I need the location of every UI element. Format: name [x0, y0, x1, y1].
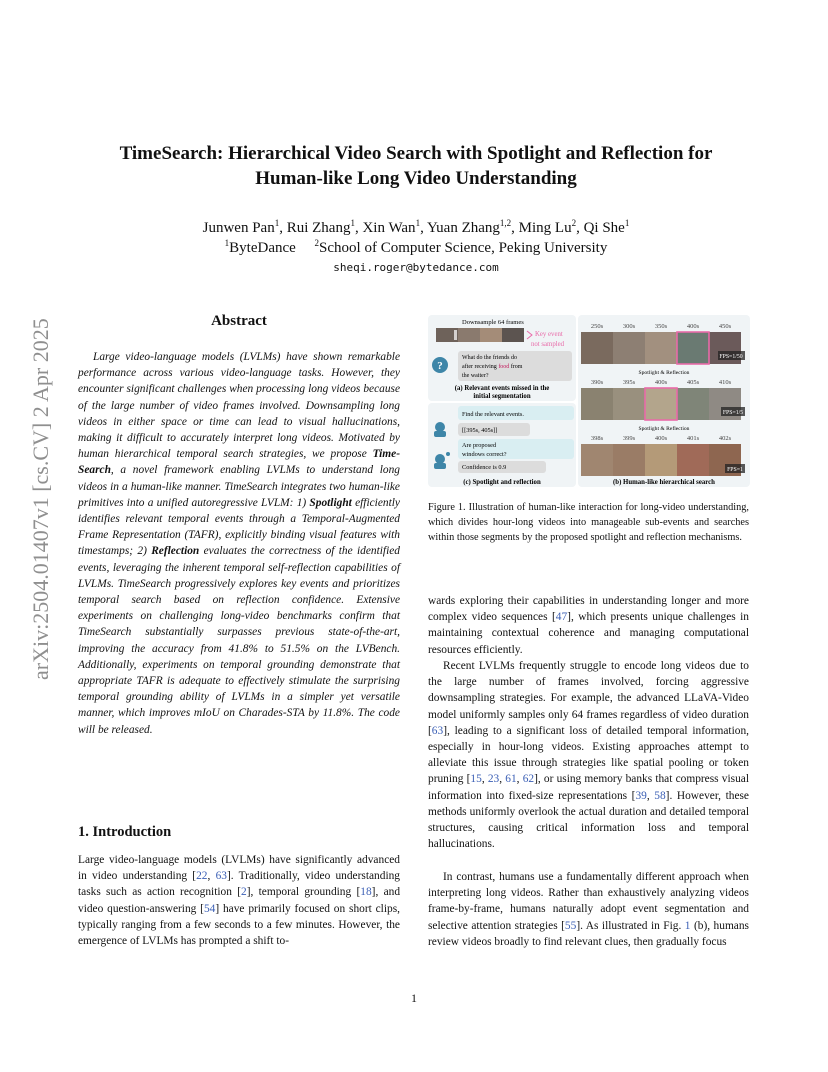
- text-run: ,: [646, 789, 655, 802]
- arxiv-stamp-text: arXiv:2504.01407v1 [cs.CV] 2 Apr 2025: [28, 318, 53, 680]
- citation-link[interactable]: 47: [555, 611, 568, 624]
- text-run: ]. As illustrated in Fig.: [576, 919, 685, 932]
- text-run: Large video-language models (LVLMs) have significantly advanced in video understanding [: [78, 854, 400, 883]
- citation-link[interactable]: 18: [360, 886, 372, 899]
- tick-label: 401s: [686, 435, 700, 442]
- author-name: Xin Wan: [362, 220, 416, 236]
- fps-badge: FPS=1/5: [722, 410, 744, 416]
- abstract-bold: Spotlight: [309, 496, 352, 509]
- paper-title: [60, 141, 772, 191]
- citation-link[interactable]: 63: [431, 724, 444, 737]
- tick-label: 405s: [686, 379, 700, 386]
- panel-a-caption: (a) Relevant events missed in the: [454, 385, 550, 392]
- text-run: Recent LVLMs frequently struggle to encode long videos due to the large number of frames involved, forcing aggressive downsampling strategies. For example, the advanced LLaVA-Video model uniformly samples only 64 frames regardless of video duration [: [428, 660, 749, 737]
- fps-badge: FPS=1/50: [719, 354, 743, 360]
- figure-1: [428, 313, 750, 487]
- text-run: (b), humans review videos broadly to find relevant clues, then gradually focus: [428, 919, 749, 948]
- citation-link[interactable]: 54: [203, 902, 216, 915]
- author-affiliation-mark: 1: [350, 218, 355, 228]
- author-separator: ,: [511, 220, 519, 236]
- author-affiliation-mark: 1: [274, 218, 280, 228]
- tick-label: 399s: [622, 435, 636, 442]
- text-run: ] have primarily focused on short clips, typically ranging from a few seconds to a few minutes. However, the emergence of LVLMs has prompted a shift to-: [78, 902, 400, 948]
- citation-link[interactable]: 1: [684, 919, 691, 932]
- author-separator: ,: [354, 220, 363, 236]
- text-run: ,: [481, 773, 488, 786]
- affiliation-mark: 2: [314, 238, 320, 248]
- abstract-bold: Reflection: [151, 545, 200, 558]
- citation-link[interactable]: 58: [654, 789, 666, 802]
- find-events-text: Find the relevant events.: [462, 411, 524, 418]
- title-line-2: Human-like Long Video Understanding: [255, 168, 577, 189]
- tick-label: 300s: [622, 323, 636, 330]
- citation-link[interactable]: 22: [196, 870, 208, 883]
- affiliations: [60, 238, 772, 258]
- panel-c-caption: (c) Spotlight and reflection: [463, 479, 541, 486]
- text-run: ], which presents unique challenges in maintaining contextual coherence and managing computational resources efficiently.: [428, 611, 749, 656]
- right-paragraph-2: [428, 658, 749, 852]
- page-number: 1: [411, 991, 417, 1005]
- author-name: Ming Lu: [518, 220, 572, 236]
- author-separator: ,: [420, 220, 428, 236]
- citation-link[interactable]: 15: [470, 773, 482, 786]
- author-name: Yuan Zhang: [427, 220, 500, 236]
- right-paragraph-1: [428, 593, 749, 658]
- author-name: Junwen Pan: [202, 220, 275, 236]
- affiliation-1: ByteDance: [229, 240, 296, 256]
- abstract-part: efficiently identifies relevant temporal events through a Temporal-Augmented Frame Representation (TAFR), explicitly binding visual features with timestamps; 2): [78, 496, 400, 558]
- text-run: ]. Traditionally, video understanding tasks such as action recognition [: [78, 870, 401, 899]
- key-event-label: not sampled: [531, 341, 565, 348]
- abstract-text: [78, 349, 400, 738]
- citation-link[interactable]: 55: [564, 919, 577, 932]
- tick-label: 400s: [654, 379, 668, 386]
- question-text: the waiter?: [462, 373, 489, 379]
- svg-text:?: ?: [437, 360, 443, 372]
- text-run: ], leading to a significant loss of detailed temporal information, especially in hour-long videos. Existing approaches attempt to alleviate this issue through strategies like spatial pooling or token pruning [: [428, 724, 749, 786]
- intro-paragraph: [78, 852, 400, 949]
- author-separator: ,: [279, 220, 287, 236]
- proposed-text: windows correct?: [462, 451, 507, 458]
- proposed-text: Are proposed: [462, 442, 497, 449]
- panel-a-caption: initial segmentation: [473, 393, 531, 400]
- abstract-bold: Time-Search: [78, 448, 400, 477]
- abstract-part: evaluates the correctness of the identified events, leveraging the inherent temporal self-reflection capabilities of LVLMs. TimeSearch progressively explores key events and prioritizes temporal search based on reflection confidence. Extensive experiments on challenging long-video benchmarks confirm that TimeSearch substantially surpasses previous state-of-the-art, improving the accuracy from 41.8% to 51.5% on the LVBench. Additionally, experiments on temporal grounding demonstrate that appropriate TAFR is adequate to effectively stimulate the surprising temporal grounding ability of LVLMs in a simpler yet versatile manner, which improves mIoU on Charades-STA by 11.8%. The code will be released.: [78, 545, 400, 736]
- author-separator: ,: [576, 220, 584, 236]
- tick-label: 400s: [654, 435, 668, 442]
- author-affiliation-mark: 1: [624, 218, 630, 228]
- citation-link[interactable]: 39: [635, 789, 647, 802]
- author-affiliation-mark: 2: [571, 218, 577, 228]
- abstract-heading: Abstract: [211, 313, 267, 329]
- contact-email[interactable]: sheqi.roger@bytedance.com: [333, 261, 499, 274]
- author-name: Qi She: [583, 220, 625, 236]
- citation-link[interactable]: 62: [522, 773, 535, 786]
- title-line-1: TimeSearch: Hierarchical Video Search with Spotlight and Reflection for: [119, 143, 713, 164]
- citation-link[interactable]: 63: [215, 870, 227, 883]
- tick-label: 450s: [718, 323, 732, 330]
- tick-label: 402s: [718, 435, 732, 442]
- tick-label: 400s: [686, 323, 700, 330]
- spotlight-reflection-label: Spotlight & Reflection: [638, 426, 690, 432]
- confidence-text: Confidence is 0.9: [462, 464, 507, 471]
- spotlight-reflection-label: Spotlight & Reflection: [638, 370, 690, 376]
- citation-link[interactable]: 2: [241, 886, 247, 899]
- text-run: ], temporal grounding [: [246, 886, 361, 899]
- fps-badge: FPS=1: [727, 467, 743, 473]
- question-highlight: food: [498, 364, 510, 370]
- author-list: [60, 218, 772, 238]
- question-text: What do the friends do: [462, 355, 517, 361]
- arxiv-stamp: [28, 300, 54, 680]
- panel-b-caption: (b) Human-like hierarchical search: [613, 479, 715, 486]
- affiliation-2: School of Computer Science, Peking University: [319, 240, 608, 256]
- tick-label: 398s: [590, 435, 604, 442]
- key-event-label: Key event: [535, 331, 563, 338]
- author-name: Rui Zhang: [286, 220, 351, 236]
- text-run: ,: [207, 870, 216, 883]
- question-text: after receiving food from: [462, 364, 523, 370]
- tick-label: 410s: [718, 379, 732, 386]
- text-run: ], and video question-answering [: [78, 886, 401, 915]
- text-run: ,: [516, 773, 523, 786]
- tick-label: 390s: [590, 379, 604, 386]
- text-run: In contrast, humans use a fundamentally different approach when interpreting long videos. Rather than exhaustively analyzing videos frame-by-frame, humans naturally adopt event segmentation and selective attention strategies [: [428, 871, 749, 932]
- text-run: ]. However, these methods uniformly overlook the actual duration and detailed temporal structures, causing critical information loss and temporal hallucinations.: [428, 789, 749, 851]
- affiliation-mark: 1: [224, 238, 230, 248]
- abstract-part: , a novel framework enabling LVLMs to understand long videos in a human-like manner. TimeSearch integrates two human-like primitives into a unified autoregressive LVLM: 1): [78, 464, 400, 509]
- author-affiliation-mark: 1: [415, 218, 421, 228]
- tick-label: 395s: [622, 379, 636, 386]
- interval-text: [[395s, 405s]]: [462, 427, 498, 434]
- downsample-label: Downsample 64 frames: [462, 319, 524, 326]
- section-heading-introduction: 1. Introduction: [78, 824, 172, 840]
- abstract-part: Large video-language models (LVLMs) have shown remarkable performance across various video-language tasks. However, they encounter significant challenges when processing long videos because of the large number of video frames involved. Downsampling long videos in either space or time can lead to visual hallucinations, making it difficult to accurately interpret long videos. Motivated by human hierarchical temporal search strategies, we propose: [78, 351, 400, 461]
- question-mark-icon: [432, 357, 448, 373]
- tick-label: 250s: [590, 323, 604, 330]
- tick-label: 350s: [654, 323, 668, 330]
- text-run: ,: [499, 773, 506, 786]
- citation-link[interactable]: 23: [487, 773, 500, 786]
- downsampled-frame-strip: [436, 328, 524, 342]
- author-affiliation-mark: 1,2: [499, 218, 512, 228]
- text-run: wards exploring their capabilities in understanding longer and more complex video sequences [: [428, 595, 749, 624]
- text-run: ], or using memory banks that compress visual information into fixed-size representations [: [428, 773, 749, 802]
- figure-caption: Figure 1. Illustration of human-like interaction for long-video understanding, which divides hour-long videos into manageable sub-events and searches within those segments by the proposed spotlight and reflection mechanisms.: [428, 502, 749, 543]
- right-paragraph-3: [428, 869, 749, 950]
- citation-link[interactable]: 61: [505, 773, 517, 786]
